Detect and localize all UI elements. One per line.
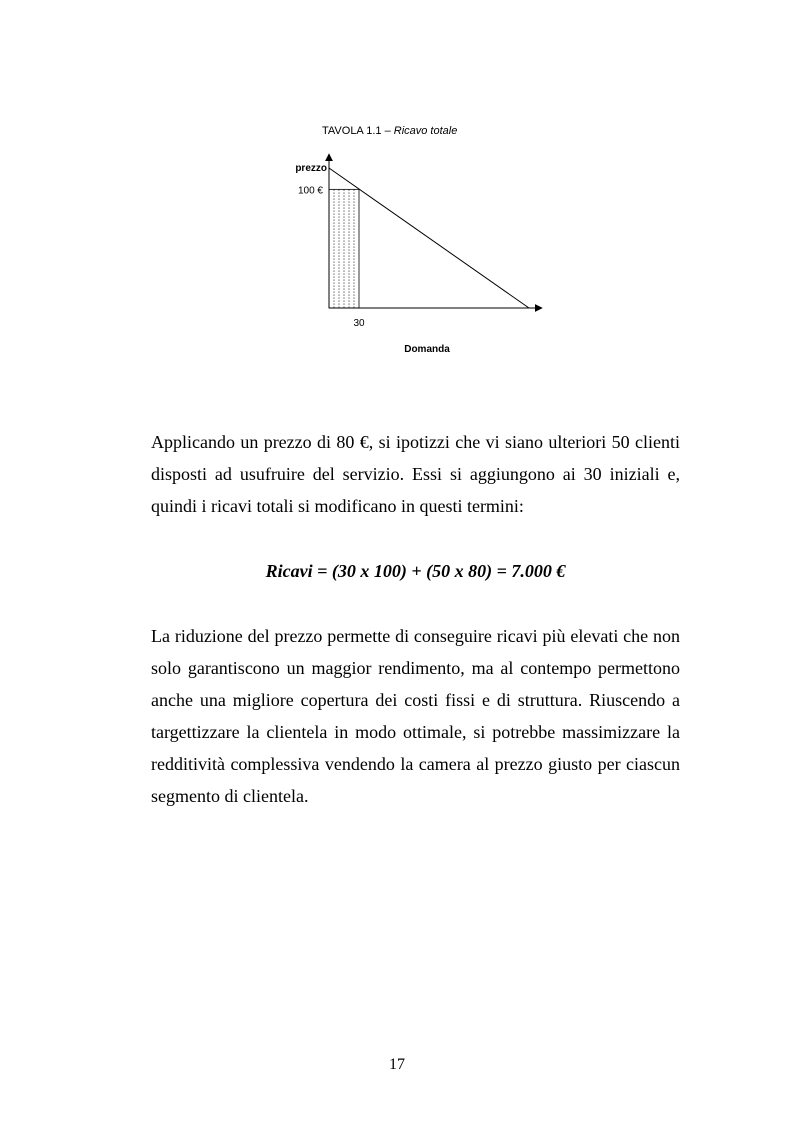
x-axis-label: Domanda (404, 344, 450, 355)
paragraph-conclusion: La riduzione del prezzo permette di conseguire ricavi più elevati che non solo garantiscono un maggior rendimento, ma al contempo permettono anche una migliore copertura dei costi fissi e di struttura. Riuscendo a targettizzare la clientela in modo ottimale, si potrebbe massimizzare la redditività complessiva vendendo la camera al prezzo giusto per ciascun segmento di clientela. (151, 626, 680, 806)
revenue-rectangle-hatching (334, 189, 354, 308)
page-number: 17 (389, 1056, 405, 1073)
revenue-rectangle-outline (329, 189, 359, 308)
y-axis-label: prezzo (295, 163, 327, 174)
figure-caption (322, 125, 457, 137)
x-tick-label: 30 (353, 318, 365, 329)
paragraph-intro: Applicando un prezzo di 80 €, si ipotizzi che vi siano ulteriori 50 clienti disposti ad usufruire del servizio. Essi si aggiungono ai 30 iniziali e, quindi i ricavi totali si modificano in questi termini: (151, 432, 680, 516)
revenue-rectangle (329, 189, 359, 308)
figure-caption-title: Ricavo totale (393, 125, 458, 137)
y-tick-label: 100 € (297, 185, 323, 197)
revenue-formula: Ricavi = (30 x 100) + (50 x 80) = 7.000 € (265, 561, 566, 581)
figure-caption-prefix: TAVOLA 1.1 – (322, 125, 394, 137)
revenue-chart (280, 150, 560, 365)
